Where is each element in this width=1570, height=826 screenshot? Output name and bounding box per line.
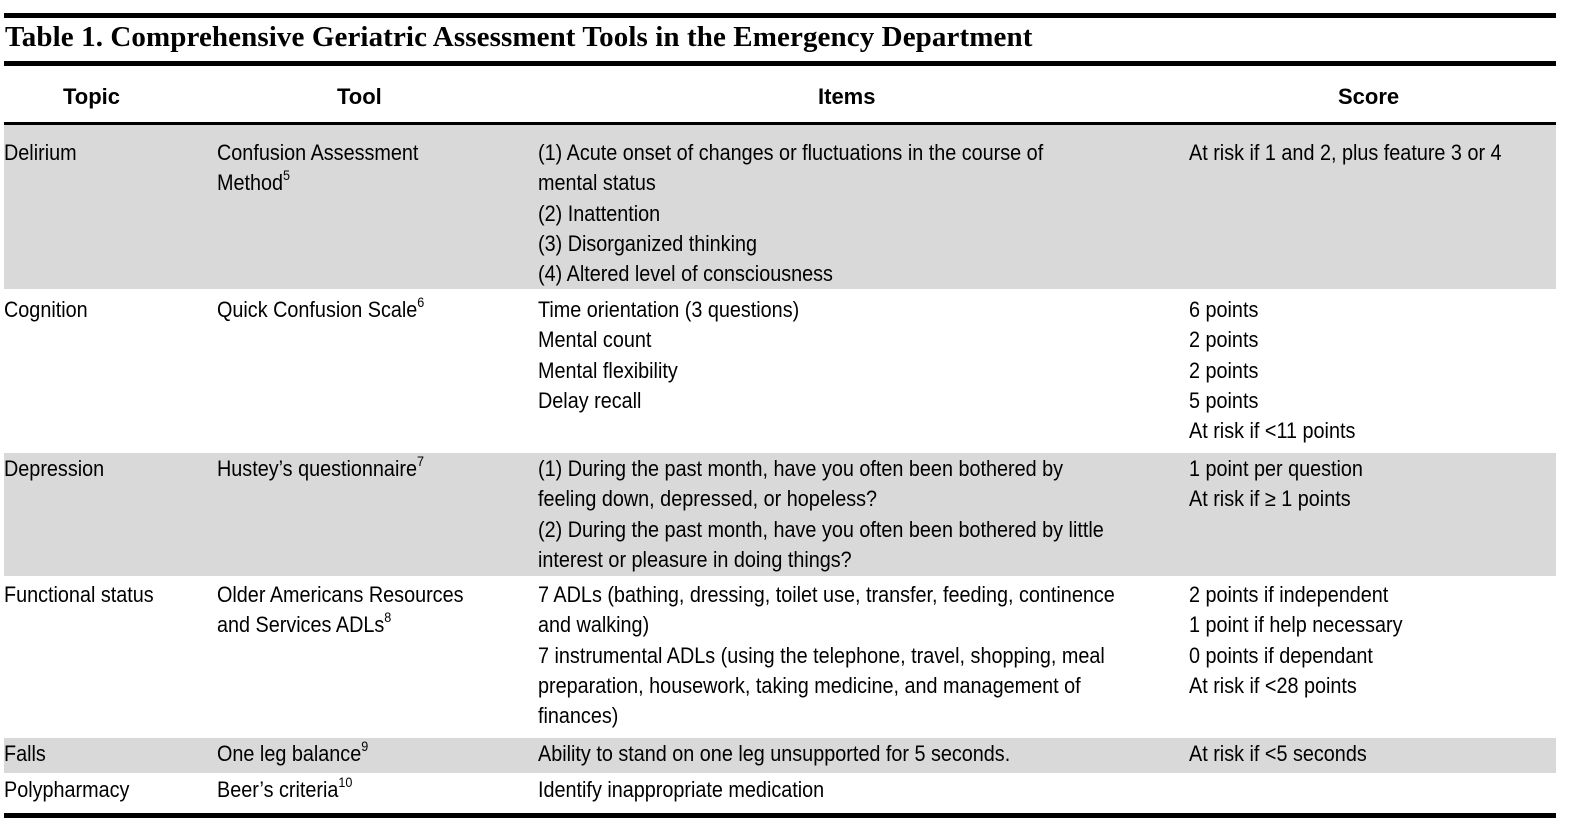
table-row <box>4 576 1556 738</box>
title-rule <box>4 61 1556 66</box>
item-line: (4) Altered level of consciousness <box>538 261 833 287</box>
header-tool: Tool <box>337 84 382 109</box>
item-line: mental status <box>538 170 656 196</box>
items-cell <box>538 454 1168 575</box>
score-line: At risk if <5 seconds <box>1189 741 1367 766</box>
item-line: preparation, housework, taking medicine, and management of <box>538 672 1081 698</box>
item-line: 7 ADLs (bathing, dressing, toilet use, transfer, feeding, continence <box>538 582 1115 607</box>
score-line: 2 points <box>1189 327 1259 353</box>
bottom-rule <box>4 813 1556 818</box>
item-line: interest or pleasure in doing things? <box>538 546 852 572</box>
score-line: 2 points if independent <box>1189 582 1389 607</box>
score-cell <box>1189 454 1558 515</box>
score-line: At risk if 1 and 2, plus feature 3 or 4 <box>1189 140 1502 165</box>
score-line: 5 points <box>1189 387 1259 413</box>
score-cell <box>1189 138 1558 168</box>
score-line: At risk if <11 points <box>1189 418 1356 444</box>
item-line: Identify inappropriate medication <box>538 777 825 802</box>
header-topic: Topic <box>63 84 121 109</box>
tool-line: Older Americans Resources <box>217 582 464 607</box>
item-line: Mental flexibility <box>538 357 678 383</box>
tool-cell <box>217 454 505 484</box>
reference-superscript: 8 <box>384 608 392 625</box>
item-line: (2) During the past month, have you often been bothered by little <box>538 516 1104 542</box>
score-line: 6 points <box>1189 297 1259 322</box>
tool-cell <box>217 739 505 769</box>
item-line: 7 instrumental ADLs (using the telephone, travel, shopping, meal <box>538 642 1105 668</box>
score-line: 0 points if dependant <box>1189 642 1373 668</box>
table-row <box>4 453 1556 576</box>
tool-line: Quick Confusion Scale <box>217 297 418 322</box>
items-cell <box>538 138 1168 289</box>
tool-line: Method <box>217 170 284 196</box>
tool-cell <box>217 295 505 325</box>
items-cell <box>538 580 1168 731</box>
item-line: (3) Disorganized thinking <box>538 230 758 256</box>
score-line: 1 point per question <box>1189 456 1363 481</box>
item-line: (2) Inattention <box>538 200 661 226</box>
tool-line: Confusion Assessment <box>217 140 419 165</box>
score-line: 2 points <box>1189 357 1259 383</box>
item-line: Mental count <box>538 327 652 353</box>
table-row <box>4 738 1556 773</box>
topic-cell: Cognition <box>4 297 88 322</box>
item-line: and walking) <box>538 612 650 638</box>
tool-cell <box>217 775 505 805</box>
item-line: (1) Acute onset of changes or fluctuations in the course of <box>538 140 1044 165</box>
table-row <box>4 773 1556 811</box>
reference-superscript: 10 <box>338 773 353 790</box>
reference-superscript: 6 <box>417 293 425 310</box>
item-line: Delay recall <box>538 387 642 413</box>
reference-superscript: 7 <box>416 452 424 469</box>
score-cell <box>1189 580 1558 701</box>
topic-cell: Falls <box>4 741 46 766</box>
items-cell <box>538 295 1168 416</box>
header-score: Score <box>1338 84 1400 109</box>
tool-line: Hustey’s questionnaire <box>217 456 417 481</box>
top-rule <box>4 13 1556 18</box>
item-line: (1) During the past month, have you often been bothered by <box>538 456 1064 481</box>
tool-line: One leg balance <box>217 741 362 766</box>
reference-superscript: 5 <box>283 166 291 183</box>
item-line: Ability to stand on one leg unsupported for 5 seconds. <box>538 741 1011 766</box>
item-line: finances) <box>538 703 619 729</box>
tool-line: and Services ADLs <box>217 612 385 638</box>
topic-cell: Delirium <box>4 140 77 165</box>
score-line: 1 point if help necessary <box>1189 612 1403 638</box>
item-line: feeling down, depressed, or hopeless? <box>538 486 878 512</box>
topic-cell: Depression <box>4 456 105 481</box>
table-title: Table 1. Comprehensive Geriatric Assessment Tools in the Emergency Department <box>5 21 1033 53</box>
score-line: At risk if ≥ 1 points <box>1189 486 1351 512</box>
table-row <box>4 289 1556 453</box>
items-cell <box>538 739 1168 769</box>
item-line: Time orientation (3 questions) <box>538 297 800 322</box>
score-line: At risk if <28 points <box>1189 672 1357 698</box>
reference-superscript: 9 <box>361 737 369 754</box>
score-cell <box>1189 739 1558 769</box>
tool-cell <box>217 580 505 641</box>
items-cell <box>538 775 1168 805</box>
topic-cell: Polypharmacy <box>4 777 130 802</box>
tool-cell <box>217 138 505 199</box>
topic-cell: Functional status <box>4 582 154 607</box>
header-items: Items <box>818 84 876 109</box>
score-cell <box>1189 295 1558 446</box>
table-row <box>4 125 1556 289</box>
tool-line: Beer’s criteria <box>217 777 339 802</box>
